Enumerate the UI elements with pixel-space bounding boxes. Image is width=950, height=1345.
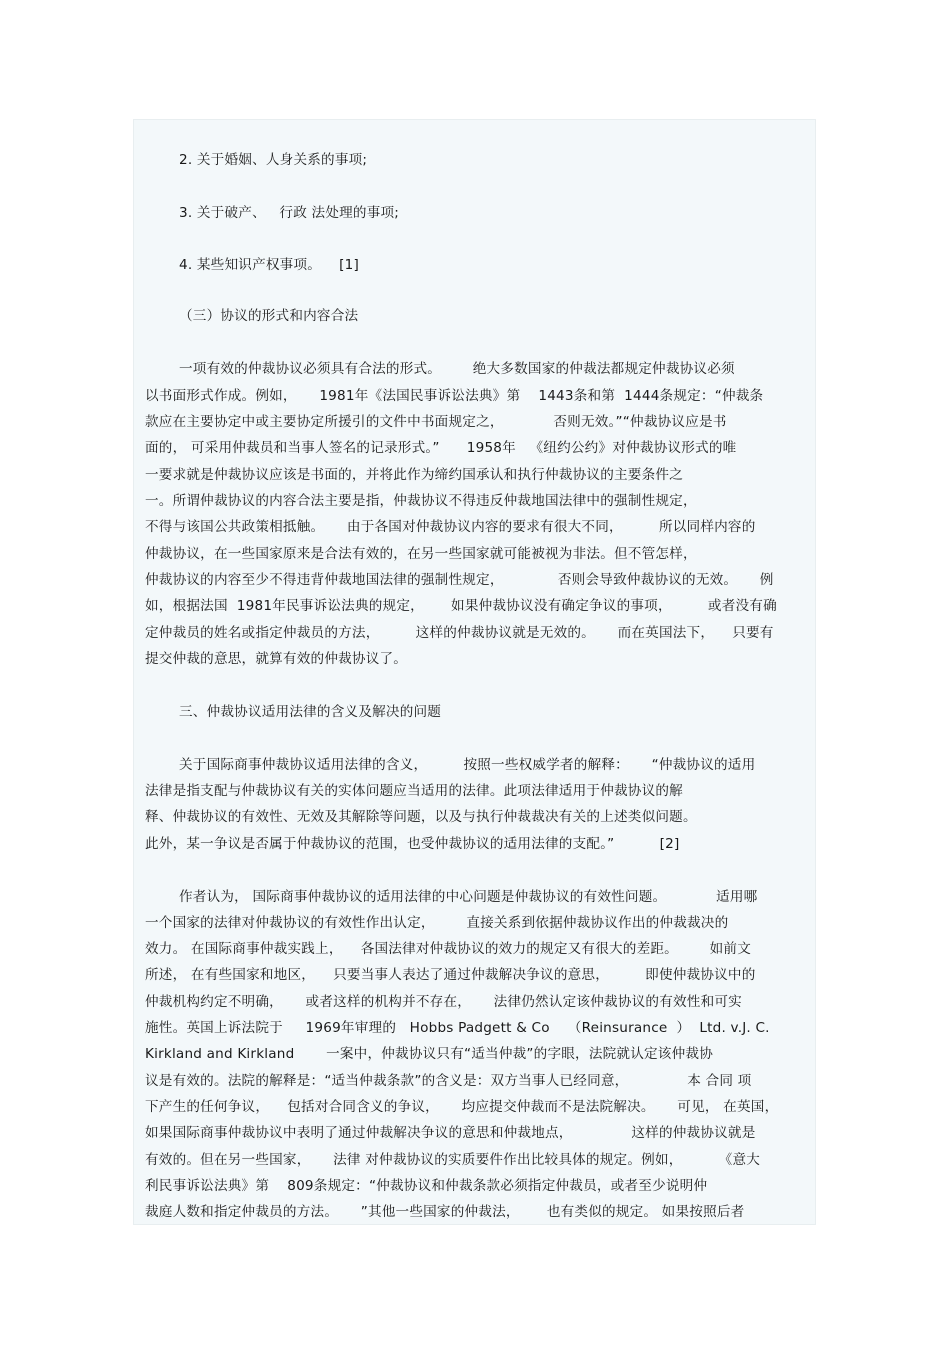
paragraph-line: 不得与该国公共政策相抵触。 由于各国对仲裁协议内容的要求有很大不同， 所以同样内容的 — [145, 519, 756, 535]
section-heading: （三）协议的形式和内容合法 — [179, 308, 359, 324]
paragraph-line: 议是有效的。法院的解释是：“适当仲裁条款”的含义是：双方当事人已经同意， 本 合同 项 — [145, 1073, 752, 1089]
paragraph-line: 裁庭人数和指定仲裁员的方法。 ”其他一些国家的仲裁法， 也有类似的规定。 如果按照后者 — [145, 1204, 745, 1220]
paragraph-line: 一个国家的法律对仲裁协议的有效性作出认定， 直接关系到依据仲裁协议作出的仲裁裁决的 — [145, 915, 729, 931]
paragraph-line: 如，根据法国 1981年民事诉讼法典的规定， 如果仲裁协议没有确定争议的事项， 或者没有确 — [145, 598, 777, 614]
paragraph-line: 一项有效的仲裁协议必须具有合法的形式。 绝大多数国家的仲裁法都规定仲裁协议必须 — [179, 361, 735, 377]
paragraph-line: 所述， 在有些国家和地区， 只要当事人表达了通过仲裁解决争议的意思， 即使仲裁协议中的 — [145, 967, 756, 983]
paragraph-line: 提交仲裁的意思，就算有效的仲裁协议了。 — [145, 651, 408, 667]
list-item-4: 4. 某些知识产权事项。 [1] — [179, 257, 359, 273]
paragraph-line: 施性。英国上诉法院于 1969年审理的 Hobbs Padgett & Co （Reinsurance ） Ltd. v.J. C. — [145, 1020, 770, 1036]
paragraph-line: 有效的。但在另一些国家， 法律 对仲裁协议的实质要件作出比较具体的规定。例如， 《意大 — [145, 1152, 761, 1168]
paragraph-line: 效力。 在国际商事仲裁实践上， 各国法律对仲裁协议的效力的规定又有很大的差距。 如前文 — [145, 941, 751, 957]
paragraph-line: 下产生的任何争议， 包括对合同含义的争议， 均应提交仲裁而不是法院解决。 可见， 在英国， — [145, 1099, 779, 1115]
paragraph-line: 定仲裁员的姓名或指定仲裁员的方法， 这样的仲裁协议就是无效的。 而在英国法下， 只要有 — [145, 625, 774, 641]
paragraph-line: 利民事诉讼法典》第 809条规定：“仲裁协议和仲裁条款必须指定仲裁员，或者至少说明仲 — [145, 1178, 708, 1194]
paragraph-line: 一。所谓仲裁协议的内容合法主要是指，仲裁协议不得违反仲裁地国法律中的强制性规定， — [145, 493, 697, 509]
paragraph-line: 一要求就是仲裁协议应该是书面的，并将此作为缔约国承认和执行仲裁协议的主要条件之 — [145, 467, 683, 483]
paragraph-line: Kirkland and Kirkland 一案中，仲裁协议只有“适当仲裁”的字眼，法院就认定该仲裁协 — [145, 1046, 713, 1062]
paragraph-line: 款应在主要协定中或主要协定所援引的文件中书面规定之， 否则无效。”“仲裁协议应是书 — [145, 414, 727, 430]
paragraph-line: 法律是指支配与仲裁协议有关的实体问题应当适用的法律。此项法律适用于仲裁协议的解 — [145, 783, 683, 799]
paragraph-line: 以书面形式作成。例如， 1981年《法国民事诉讼法典》第 1443条和第 1444条规定：“仲裁条 — [145, 388, 764, 404]
paragraph-line: 关于国际商事仲裁协议适用法律的含义， 按照一些权威学者的解释： “仲裁协议的适用 — [179, 757, 756, 773]
paragraph-line: 如果国际商事仲裁协议中表明了通过仲裁解决争议的意思和仲裁地点， 这样的仲裁协议就是 — [145, 1125, 756, 1141]
paragraph-line: 释、仲裁协议的有效性、无效及其解除等问题，以及与执行仲裁裁决有关的上述类似问题。 — [145, 809, 697, 825]
document-page — [133, 119, 816, 1225]
paragraph-line: 仲裁协议，在一些国家原来是合法有效的，在另一些国家就可能被视为非法。但不管怎样， — [145, 546, 697, 562]
list-item-3: 3. 关于破产、 行政 法处理的事项; — [179, 205, 400, 221]
paragraph-line: 仲裁机构约定不明确， 或者这样的机构并不存在， 法律仍然认定该仲裁协议的有效性和可实 — [145, 994, 742, 1010]
paragraph-line: 作者认为， 国际商事仲裁协议的适用法律的中心问题是仲裁协议的有效性问题。 适用哪 — [179, 889, 758, 905]
list-item-2: 2. 关于婚姻、人身关系的事项; — [179, 152, 368, 168]
paragraph-line: 面的， 可采用仲裁员和当事人签名的记录形式。” 1958年 《纽约公约》对仲裁协议形式的唯 — [145, 440, 737, 456]
paragraph-line: 仲裁协议的内容至少不得违背仲裁地国法律的强制性规定， 否则会导致仲裁协议的无效。 例 — [145, 572, 774, 588]
section-heading: 三、仲裁协议适用法律的含义及解决的问题 — [179, 704, 442, 720]
paragraph-line: 此外，某一争议是否属于仲裁协议的范围，也受仲裁协议的适用法律的支配。” [2] — [145, 836, 680, 852]
